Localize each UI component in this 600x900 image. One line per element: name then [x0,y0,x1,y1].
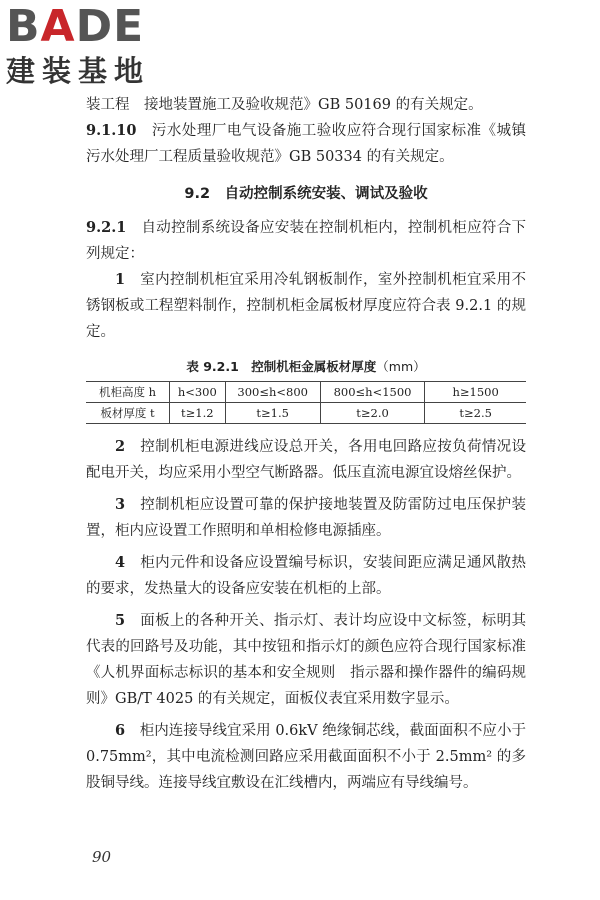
list-item [86,492,526,544]
clause-number: 9.1.10 [86,122,137,139]
table-cell: 板材厚度 t [86,403,170,424]
table-row [86,403,526,424]
document-body [86,92,526,796]
list-item [86,718,526,796]
clause-text: 污水处理厂电气设备施工验收应符合现行国家标准《城镇污水处理厂工程质量验收规范》GB 50334 的有关规定。 [86,123,527,165]
table-cell: h≥1500 [425,382,526,403]
table-cell: 800≤h<1500 [320,382,425,403]
list-item [86,267,526,345]
bade-logo [6,1,176,88]
list-item [86,550,526,602]
section-heading: 9.2 自动控制系统安装、调试及验收 [184,186,428,202]
logo-chinese-text: 建装基地 [6,54,151,88]
clause-text: 自动控制系统设备应安装在控制机柜内，控制机柜应符合下列规定： [86,220,527,262]
table-caption: 表 9.2.1 控制机柜金属板材厚度（mm） [186,359,426,374]
table-cell: 机柜高度 h [86,382,170,403]
item-number: 5 [115,612,126,629]
table-cell: h<300 [170,382,225,403]
item-text: 室内控制机柜宜采用冷轧钢板制作，室外控制机柜宜采用不锈钢板或工程塑料制作，控制机柜金属板材厚度应符合表 9.2.1 的规定。 [86,272,527,340]
table-cell: t≥2.0 [320,403,425,424]
item-number: 3 [115,496,126,513]
list-item [86,608,526,712]
item-text: 柜内元件和设备应设置编号标识，安装间距应满足通风散热的要求，发热量大的设备应安装在机柜的上部。 [86,555,527,597]
thickness-table [86,381,526,424]
clause-9-2-1 [86,215,526,267]
item-text: 柜内连接导线宜采用 0.6kV 绝缘铜芯线，截面面积不应小于 0.75mm²，其中电流检测回路应采用截面面积不小于 2.5mm² 的多股铜导线。连接导线宜敷设在汇线槽内，两端应有导线编号。 [86,723,526,791]
clause-number: 9.2.1 [86,219,127,236]
table-row [86,382,526,403]
list-item [86,434,526,486]
item-number: 2 [115,438,126,455]
item-number: 1 [115,271,126,288]
table-cell: t≥2.5 [425,403,526,424]
table-cell: 300≤h<800 [225,382,320,403]
item-text: 面板上的各种开关、指示灯、表计均应设中文标签，标明其代表的回路号及功能，其中按钮和指示灯的颜色应符合现行国家标准《人机界面标志标识的基本和安全规则 指示器和操作器件的编码规则》GB/T 4025 的有关规定，面板仪表宜采用数字显示。 [86,613,527,707]
item-number: 6 [115,722,126,739]
table-cell: t≥1.5 [225,403,320,424]
clause-9-1-10 [86,118,526,170]
page-number: 90 [92,848,112,866]
item-text: 控制机柜电源进线应设总开关，各用电回路应按负荷情况设配电开关，均应采用小型空气断路器。低压直流电源宜设熔丝保护。 [86,439,527,481]
paragraph-continuation: 装工程 接地装置施工及验收规范》GB 50169 的有关规定。 [86,97,483,113]
table-cell: t≥1.2 [170,403,225,424]
logo-wordmark: BADE [6,1,145,52]
item-number: 4 [115,554,126,571]
table-unit: （mm） [376,359,426,374]
item-text: 控制机柜应设置可靠的保护接地装置及防雷防过电压保护装置，柜内应设置工作照明和单相检修电源插座。 [86,497,527,539]
